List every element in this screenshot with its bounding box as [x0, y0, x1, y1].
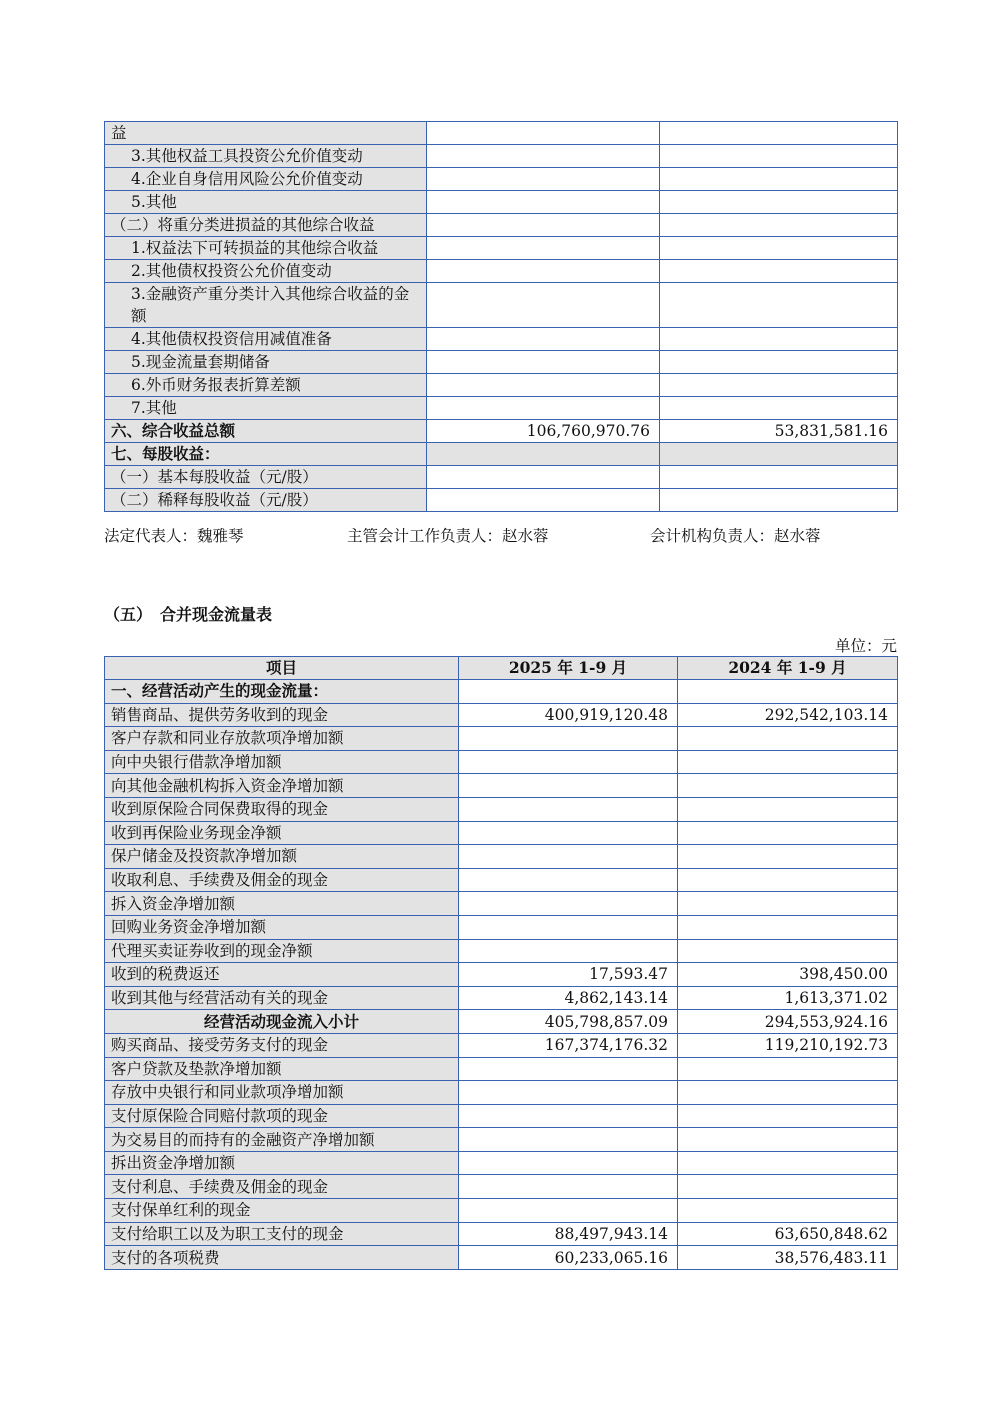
value-2024: 398,450.00 — [678, 963, 898, 987]
table-row — [105, 892, 898, 916]
table-row — [105, 915, 898, 939]
row-label: 2.其他债权投资公允价值变动 — [105, 260, 427, 283]
header-item: 项目 — [105, 657, 459, 680]
value-2025: 405,798,857.09 — [459, 1010, 678, 1034]
value-2025: 167,374,176.32 — [459, 1033, 678, 1057]
value-2024 — [678, 1199, 898, 1223]
row-label: 购买商品、接受劳务支付的现金 — [105, 1033, 459, 1057]
value-2025 — [459, 1104, 678, 1128]
table-row — [105, 374, 898, 397]
row-label: 经营活动现金流入小计 — [105, 1010, 459, 1034]
value-2024 — [678, 939, 898, 963]
value-prior — [660, 168, 898, 191]
value-2024 — [678, 1081, 898, 1105]
table-row — [105, 986, 898, 1010]
value-prior — [660, 237, 898, 260]
row-label: 支付给职工以及为职工支付的现金 — [105, 1222, 459, 1246]
table-row — [105, 122, 898, 145]
header-2025: 2025 年 1-9 月 — [459, 657, 678, 680]
value-2025 — [459, 727, 678, 751]
value-2024: 292,542,103.14 — [678, 703, 898, 727]
value-2024 — [678, 680, 898, 704]
row-label: 向其他金融机构拆入资金净增加额 — [105, 774, 459, 798]
table-row — [105, 466, 898, 489]
value-2025 — [459, 797, 678, 821]
value-2024 — [678, 797, 898, 821]
row-label: 拆出资金净增加额 — [105, 1151, 459, 1175]
value-2024: 1,613,371.02 — [678, 986, 898, 1010]
value-2024: 119,210,192.73 — [678, 1033, 898, 1057]
row-label: 六、综合收益总额 — [105, 420, 427, 443]
table-row — [105, 703, 898, 727]
value-2025: 4,862,143.14 — [459, 986, 678, 1010]
value-prior — [660, 145, 898, 168]
row-label: （二）将重分类进损益的其他综合收益 — [105, 214, 427, 237]
table-row — [105, 1151, 898, 1175]
value-2024 — [678, 750, 898, 774]
row-label: 益 — [105, 122, 427, 145]
row-label: 7.其他 — [105, 397, 427, 420]
table-row — [105, 397, 898, 420]
value-current — [427, 374, 660, 397]
table-row — [105, 821, 898, 845]
value-2024 — [678, 1057, 898, 1081]
value-current — [427, 168, 660, 191]
value-prior — [660, 466, 898, 489]
value-2024 — [678, 1175, 898, 1199]
value-current — [427, 443, 660, 466]
row-label: 4.其他债权投资信用减值准备 — [105, 328, 427, 351]
row-label: 一、经营活动产生的现金流量： — [105, 680, 459, 704]
table-row — [105, 1010, 898, 1034]
header-row — [105, 657, 898, 680]
value-2025 — [459, 1199, 678, 1223]
value-current — [427, 145, 660, 168]
table-row — [105, 328, 898, 351]
table-row — [105, 168, 898, 191]
value-2024: 38,576,483.11 — [678, 1246, 898, 1270]
row-label: 客户存款和同业存放款项净增加额 — [105, 727, 459, 751]
value-current — [427, 351, 660, 374]
table-row — [105, 1222, 898, 1246]
value-2025 — [459, 1128, 678, 1152]
row-label: （一）基本每股收益（元/股） — [105, 466, 427, 489]
row-label: 代理买卖证券收到的现金净额 — [105, 939, 459, 963]
row-label: 支付保单红利的现金 — [105, 1199, 459, 1223]
value-prior — [660, 397, 898, 420]
table-row — [105, 260, 898, 283]
table-row — [105, 1246, 898, 1270]
value-2025 — [459, 1151, 678, 1175]
row-label: （二）稀释每股收益（元/股） — [105, 489, 427, 512]
value-2024 — [678, 1128, 898, 1152]
table-row — [105, 1104, 898, 1128]
row-label: 6.外币财务报表折算差额 — [105, 374, 427, 397]
value-current — [427, 122, 660, 145]
row-label: 向中央银行借款净增加额 — [105, 750, 459, 774]
row-label: 销售商品、提供劳务收到的现金 — [105, 703, 459, 727]
value-prior — [660, 443, 898, 466]
comprehensive-income-table — [104, 121, 898, 512]
table-row — [105, 680, 898, 704]
value-2024 — [678, 845, 898, 869]
row-label: 收到再保险业务现金净额 — [105, 821, 459, 845]
row-label: 七、每股收益： — [105, 443, 427, 466]
value-2025 — [459, 868, 678, 892]
accounting-head: 主管会计工作负责人：赵水蓉 — [347, 527, 549, 545]
table-row — [105, 283, 898, 328]
table-row — [105, 750, 898, 774]
row-label: 5.其他 — [105, 191, 427, 214]
cashflow-table — [104, 656, 898, 1270]
value-current — [427, 283, 660, 328]
table-row — [105, 1081, 898, 1105]
value-2025 — [459, 750, 678, 774]
table-row — [105, 489, 898, 512]
value-prior — [660, 191, 898, 214]
value-current: 106,760,970.76 — [427, 420, 660, 443]
row-label: 存放中央银行和同业款项净增加额 — [105, 1081, 459, 1105]
row-label: 收取利息、手续费及佣金的现金 — [105, 868, 459, 892]
value-2024 — [678, 915, 898, 939]
row-label: 保户储金及投资款净增加额 — [105, 845, 459, 869]
value-2025 — [459, 821, 678, 845]
table-row — [105, 868, 898, 892]
value-2024 — [678, 868, 898, 892]
table-row — [105, 845, 898, 869]
value-prior — [660, 283, 898, 328]
table-row — [105, 420, 898, 443]
row-label: 支付原保险合同赔付款项的现金 — [105, 1104, 459, 1128]
value-2024 — [678, 1151, 898, 1175]
row-label: 为交易目的而持有的金融资产净增加额 — [105, 1128, 459, 1152]
section-title: （五） 合并现金流量表 — [104, 605, 273, 624]
value-2025 — [459, 939, 678, 963]
value-current — [427, 466, 660, 489]
table-row — [105, 443, 898, 466]
row-label: 收到其他与经营活动有关的现金 — [105, 986, 459, 1010]
row-label: 3.金融资产重分类计入其他综合收益的金额 — [105, 283, 427, 328]
value-2025 — [459, 1175, 678, 1199]
value-current — [427, 191, 660, 214]
value-2024: 63,650,848.62 — [678, 1222, 898, 1246]
table-row — [105, 939, 898, 963]
value-2025 — [459, 1057, 678, 1081]
value-2025: 400,919,120.48 — [459, 703, 678, 727]
value-2025: 60,233,065.16 — [459, 1246, 678, 1270]
row-label: 4.企业自身信用风险公允价值变动 — [105, 168, 427, 191]
table-row — [105, 214, 898, 237]
table-row — [105, 351, 898, 374]
value-current — [427, 214, 660, 237]
row-label: 客户贷款及垫款净增加额 — [105, 1057, 459, 1081]
table-row — [105, 727, 898, 751]
value-2024 — [678, 1104, 898, 1128]
value-2025 — [459, 845, 678, 869]
value-2025 — [459, 915, 678, 939]
accounting-org-head: 会计机构负责人：赵水蓉 — [650, 527, 821, 545]
value-2024: 294,553,924.16 — [678, 1010, 898, 1034]
row-label: 支付利息、手续费及佣金的现金 — [105, 1175, 459, 1199]
table-row — [105, 1175, 898, 1199]
value-2024 — [678, 821, 898, 845]
value-prior — [660, 374, 898, 397]
value-2025 — [459, 680, 678, 704]
value-current — [427, 397, 660, 420]
value-current — [427, 237, 660, 260]
legal-representative: 法定代表人：魏雅琴 — [104, 527, 244, 545]
value-prior — [660, 214, 898, 237]
table-row — [105, 145, 898, 168]
unit-label: 单位：元 — [834, 637, 897, 655]
value-prior — [660, 351, 898, 374]
value-prior — [660, 489, 898, 512]
value-current — [427, 489, 660, 512]
table-row — [105, 797, 898, 821]
table-row — [105, 1057, 898, 1081]
value-prior — [660, 122, 898, 145]
row-label: 1.权益法下可转损益的其他综合收益 — [105, 237, 427, 260]
row-label: 5.现金流量套期储备 — [105, 351, 427, 374]
value-2025: 88,497,943.14 — [459, 1222, 678, 1246]
table-row — [105, 1033, 898, 1057]
table-row — [105, 1199, 898, 1223]
row-label: 回购业务资金净增加额 — [105, 915, 459, 939]
table-row — [105, 1128, 898, 1152]
table-row — [105, 963, 898, 987]
value-2024 — [678, 727, 898, 751]
value-2025: 17,593.47 — [459, 963, 678, 987]
value-2025 — [459, 892, 678, 916]
value-2025 — [459, 774, 678, 798]
row-label: 拆入资金净增加额 — [105, 892, 459, 916]
row-label: 3.其他权益工具投资公允价值变动 — [105, 145, 427, 168]
value-current — [427, 260, 660, 283]
table-row — [105, 774, 898, 798]
value-current — [427, 328, 660, 351]
header-2024: 2024 年 1-9 月 — [678, 657, 898, 680]
value-prior — [660, 328, 898, 351]
value-2024 — [678, 892, 898, 916]
value-2025 — [459, 1081, 678, 1105]
value-prior: 53,831,581.16 — [660, 420, 898, 443]
table-row — [105, 237, 898, 260]
table-row — [105, 191, 898, 214]
row-label: 收到的税费返还 — [105, 963, 459, 987]
row-label: 收到原保险合同保费取得的现金 — [105, 797, 459, 821]
value-2024 — [678, 774, 898, 798]
value-prior — [660, 260, 898, 283]
row-label: 支付的各项税费 — [105, 1246, 459, 1270]
